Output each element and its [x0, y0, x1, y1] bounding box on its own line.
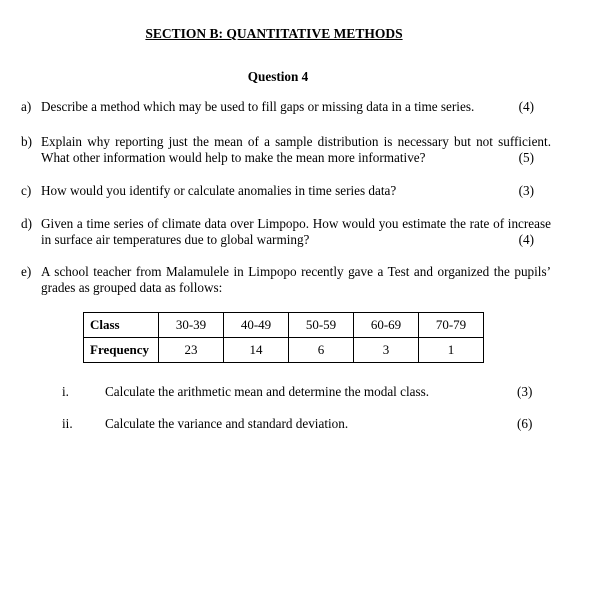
subquestion-mark: (3)	[517, 384, 533, 399]
section-title: SECTION B: QUANTITATIVE METHODS	[145, 26, 403, 41]
question-letter: e)	[21, 264, 32, 279]
class-cell: 70-79	[419, 313, 484, 338]
question-mark: (4)	[518, 99, 534, 114]
question-text: How would you identify or calculate anomalies in time series data?	[41, 183, 397, 198]
frequency-cell: 1	[419, 338, 484, 363]
subquestion-i	[0, 384, 603, 400]
frequency-cell: 23	[159, 338, 224, 363]
question-letter: d)	[21, 216, 32, 231]
question-letter: b)	[21, 134, 32, 149]
row-label-class: Class	[84, 313, 159, 338]
frequency-cell: 3	[354, 338, 419, 363]
class-cell: 60-69	[354, 313, 419, 338]
question-c	[21, 183, 551, 199]
frequency-cell: 14	[224, 338, 289, 363]
subquestion-mark: (6)	[517, 416, 533, 431]
question-mark: (4)	[518, 232, 534, 247]
question-b	[21, 134, 551, 166]
grouped-data-table	[83, 312, 484, 363]
question-mark: (5)	[518, 150, 534, 165]
class-cell: 30-39	[159, 313, 224, 338]
question-e	[21, 264, 551, 296]
question-letter: c)	[21, 183, 32, 198]
subquestion-ii	[0, 416, 603, 432]
question-title: Question 4	[247, 69, 309, 84]
question-text: Given a time series of climate data over Limpopo. How would you estimate the rate of increase in surface air temperatures due to global warming?	[41, 216, 551, 247]
class-row	[84, 313, 484, 338]
frequency-row	[84, 338, 484, 363]
frequency-cell: 6	[289, 338, 354, 363]
question-d	[21, 216, 551, 248]
subquestion-number: i.	[62, 384, 69, 399]
question-a	[21, 99, 551, 115]
class-cell: 40-49	[224, 313, 289, 338]
question-text: A school teacher from Malamulele in Limpopo recently gave a Test and organized the pupils’ grades as grouped data as follows:	[41, 264, 551, 295]
class-cell: 50-59	[289, 313, 354, 338]
question-text: Explain why reporting just the mean of a sample distribution is necessary but not sufficient. What other information would help to make the mean more informative?	[41, 134, 551, 165]
question-text: Describe a method which may be used to fill gaps or missing data in a time series.	[41, 99, 475, 114]
subquestion-text: Calculate the variance and standard deviation.	[105, 416, 349, 431]
question-letter: a)	[21, 99, 32, 114]
subquestion-text: Calculate the arithmetic mean and determine the modal class.	[105, 384, 430, 399]
row-label-frequency: Frequency	[84, 338, 159, 363]
question-mark: (3)	[518, 183, 534, 198]
subquestion-number: ii.	[62, 416, 73, 431]
